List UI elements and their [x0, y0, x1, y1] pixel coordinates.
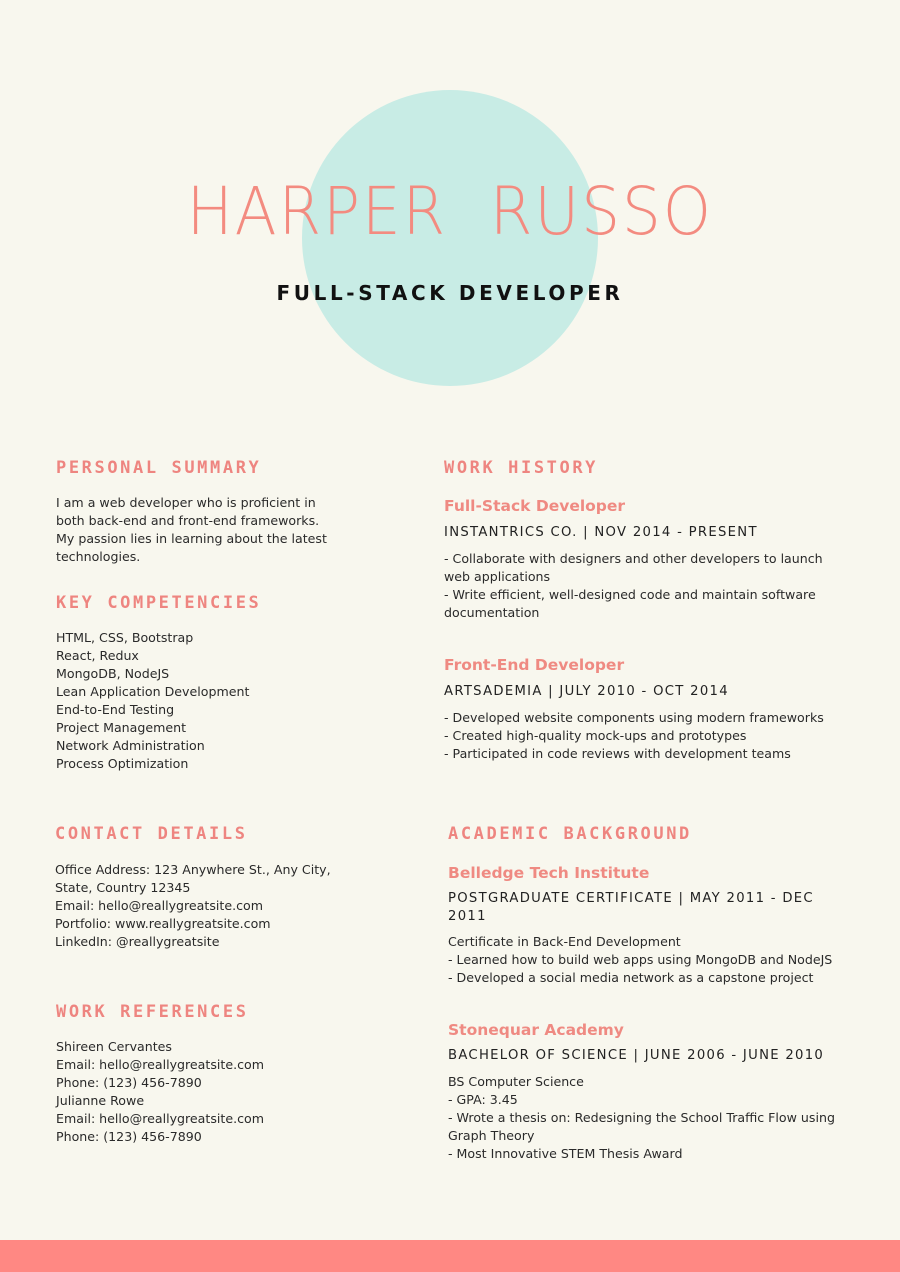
summary-line: I am a web developer who is proficient in: [56, 495, 316, 510]
school-meta-line: 2011: [448, 909, 487, 924]
section-heading: KEY COMPETENCIES: [56, 593, 262, 613]
school-detail: - Most Innovative STEM Thesis Award: [448, 1146, 683, 1161]
job-meta: INSTANTRICS CO. | NOV 2014 - PRESENT: [444, 525, 758, 540]
school-detail: - Learned how to build web apps using MongoDB and NodeJS: [448, 952, 833, 967]
job-entry: [444, 495, 864, 622]
job-bullet: - Created high-quality mock-ups and prototypes: [444, 728, 747, 743]
reference-phone: Phone: (123) 456-7890: [56, 1129, 202, 1144]
personal-summary-section: [56, 457, 386, 566]
contact-linkedin[interactable]: LinkedIn: @reallygreatsite: [55, 934, 220, 949]
school-meta: [448, 890, 868, 926]
job-bullet: - Collaborate with designers and other developers to launch: [444, 551, 823, 566]
work-history-section: [444, 457, 864, 763]
competency-item: Project Management: [56, 720, 187, 735]
key-competencies-section: [56, 592, 386, 773]
section-heading: WORK HISTORY: [444, 458, 599, 478]
school-description: [448, 933, 868, 987]
school-meta-line: BACHELOR OF SCIENCE | JUNE 2006 - JUNE 2010: [448, 1048, 825, 1063]
contact-address-line: Office Address: 123 Anywhere St., Any City,: [55, 862, 331, 877]
candidate-name: HARPER RUSSO: [186, 173, 713, 250]
job-bullet: - Participated in code reviews with development teams: [444, 746, 791, 761]
reference-email[interactable]: Email: hello@reallygreatsite.com: [56, 1057, 264, 1072]
job-title: Front-End Developer: [444, 656, 625, 674]
summary-line: both back-end and front-end frameworks.: [56, 513, 320, 528]
school-detail: - Wrote a thesis on: Redesigning the School Traffic Flow using: [448, 1110, 835, 1125]
school-detail: BS Computer Science: [448, 1074, 584, 1089]
job-bullet: documentation: [444, 605, 540, 620]
competency-item: Network Administration: [56, 738, 205, 753]
school-meta-line: POSTGRADUATE CERTIFICATE | MAY 2011 - DEC: [448, 891, 814, 906]
competency-item: MongoDB, NodeJS: [56, 666, 170, 681]
school-meta: [448, 1047, 868, 1065]
school-entry: [448, 862, 868, 987]
competency-item: HTML, CSS, Bootstrap: [56, 630, 194, 645]
reference-phone: Phone: (123) 456-7890: [56, 1075, 202, 1090]
reference-name: Shireen Cervantes: [56, 1039, 172, 1054]
job-description: [444, 550, 864, 622]
reference-name: Julianne Rowe: [56, 1093, 145, 1108]
contact-details-section: [55, 823, 385, 951]
competencies-list: [56, 629, 386, 773]
section-heading: CONTACT DETAILS: [55, 824, 248, 844]
school-name: Stonequar Academy: [448, 1021, 624, 1039]
references-text: [56, 1038, 386, 1146]
contact-portfolio[interactable]: Portfolio: www.reallygreatsite.com: [55, 916, 271, 931]
school-name: Belledge Tech Institute: [448, 864, 650, 882]
school-entry: [448, 1019, 868, 1163]
job-bullet: - Write efficient, well-designed code and maintain software: [444, 587, 816, 602]
job-bullet: web applications: [444, 569, 551, 584]
competency-item: End-to-End Testing: [56, 702, 175, 717]
school-detail: Certificate in Back-End Development: [448, 934, 681, 949]
summary-line: technologies.: [56, 549, 141, 564]
job-entry: [444, 654, 864, 763]
section-heading: ACADEMIC BACKGROUND: [448, 824, 692, 844]
job-title: Full-Stack Developer: [444, 497, 626, 515]
job-description: [444, 709, 864, 763]
school-detail: - Developed a social media network as a capstone project: [448, 970, 814, 985]
reference-email[interactable]: Email: hello@reallygreatsite.com: [56, 1111, 264, 1126]
contact-email[interactable]: Email: hello@reallygreatsite.com: [55, 898, 263, 913]
bottom-accent-bar: [0, 1240, 900, 1272]
contact-address-line: State, Country 12345: [55, 880, 191, 895]
competency-item: React, Redux: [56, 648, 139, 663]
work-references-section: [56, 1001, 386, 1146]
school-detail: - GPA: 3.45: [448, 1092, 518, 1107]
summary-line: My passion lies in learning about the latest: [56, 531, 327, 546]
school-detail: Graph Theory: [448, 1128, 535, 1143]
candidate-role: FULL-STACK DEVELOPER: [276, 281, 624, 305]
competency-item: Lean Application Development: [56, 684, 250, 699]
job-bullet: - Developed website components using modern frameworks: [444, 710, 824, 725]
section-heading: WORK REFERENCES: [56, 1002, 249, 1022]
summary-text: [56, 494, 386, 566]
academic-background-section: [448, 823, 868, 1163]
competency-item: Process Optimization: [56, 756, 189, 771]
job-meta: ARTSADEMIA | JULY 2010 - OCT 2014: [444, 684, 729, 699]
school-description: [448, 1073, 868, 1163]
section-heading: PERSONAL SUMMARY: [56, 458, 262, 478]
contact-text: [55, 861, 385, 951]
